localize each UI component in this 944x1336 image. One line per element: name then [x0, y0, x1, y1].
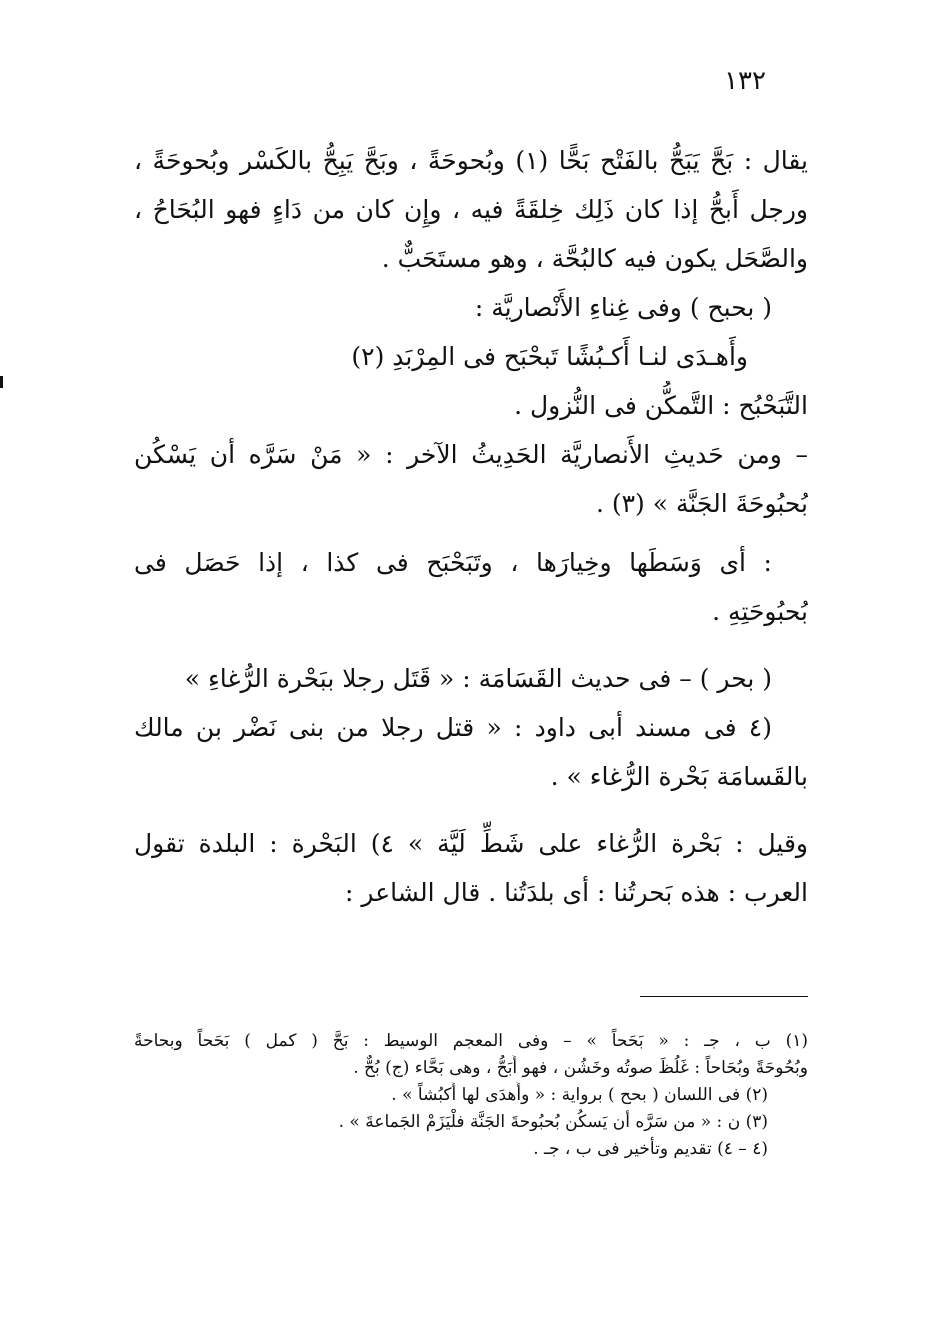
margin-mark — [0, 376, 3, 388]
page-number: ١٣٢ — [724, 66, 766, 96]
footnotes — [134, 1028, 808, 1163]
entry-heading-bahr: ( بحر ) – فى حديث القَسَامَة : « قَتَل رجلا ببَحْرة الرُّغاءِ » — [184, 664, 772, 693]
text-line: العرب : هذه بَحرتُنا : أى بلدَتُنا . قال الشاعر : — [345, 878, 808, 907]
text-line: ورجل أَبحُّ إذا كان ذَلِك خِلقَةً فيه ، وإِن كان من دَاءٍ فهو البُحَاحُ ، — [134, 195, 808, 224]
main-text — [134, 136, 808, 917]
text-line: بُحبُوحَتِهِ . — [712, 597, 808, 626]
footnote-line: (٢) فى اللسان ( بحح ) برواية : « وأَهدَى لها أَكبُشاً » . — [391, 1085, 768, 1105]
text-line: وقيل : بَحْرة الرُّغاء على شَطِّ لَيَّة » ٤) البَحْرة : البلدة تقول — [134, 829, 808, 858]
text-line: (٤ فى مسند أبى داود : « قتل رجلا من بنى نَضْر بن مالك — [134, 713, 772, 742]
text-line: : أى وَسَطَها وخِيارَها ، وتَبَحْبَح فى كذا ، إذا حَصَل فى — [134, 548, 772, 577]
footnote-line: (٣) ن : « من سَرَّه أن يَسكُن بُحبُوحةَ الجَنَّة فلْيَزَمْ الجَماعةَ » . — [338, 1112, 768, 1132]
footnote-separator — [640, 996, 808, 997]
text-line: يقال : بَحَّ يَبَحُّ بالفَتْح بَحًّا (١) وبُحوحَةً ، وبَحَّ يَبِحُّ بالكَسْر وبُحوحَةً ، — [134, 146, 808, 175]
text-line: والصَّحَل يكون فيه كالبُحَّة ، وهو مستَحَبٌّ . — [381, 244, 808, 273]
text-line: التَّبَحْبُح : التَّمكُّن فى النُّزول . — [514, 391, 808, 420]
entry-heading-bhbh: ( بحبح ) وفى غِناءِ الأَنْصاريَّة : — [474, 293, 772, 322]
footnote-line: (٤ – ٤) تقديم وتأخير فى ب ، جـ . — [533, 1139, 768, 1159]
poem-verse: وأَهـدَى لنـا أَكـبُشًا تَبحْبَح فى المِرْبَدِ (٢) — [351, 342, 748, 371]
text-line: – ومن حَديثِ الأَنصاريَّة الحَدِيثُ الآخر : « مَنْ سَرَّه أن يَسْكُن — [134, 440, 808, 469]
text-line: بالقَسامَة بَحْرة الرُّغاء » . — [550, 762, 808, 791]
footnote-line: (١) ب ، جـ : « بَحَحاً » – وفى المعجم الوسيط : بَحَّ ( كمل ) بَحَحاً وبحاحةً — [134, 1031, 808, 1051]
footnote-line: وبُحُوحَةً وبُحَاحاً : غَلُظَ صوتُه وخَشُن ، فهو أَبَحُّ ، وهى بَحَّاء (ج) بُحٌّ . — [353, 1058, 808, 1078]
text-line: بُحبُوحَةَ الجَنَّة » (٣) . — [595, 489, 808, 518]
